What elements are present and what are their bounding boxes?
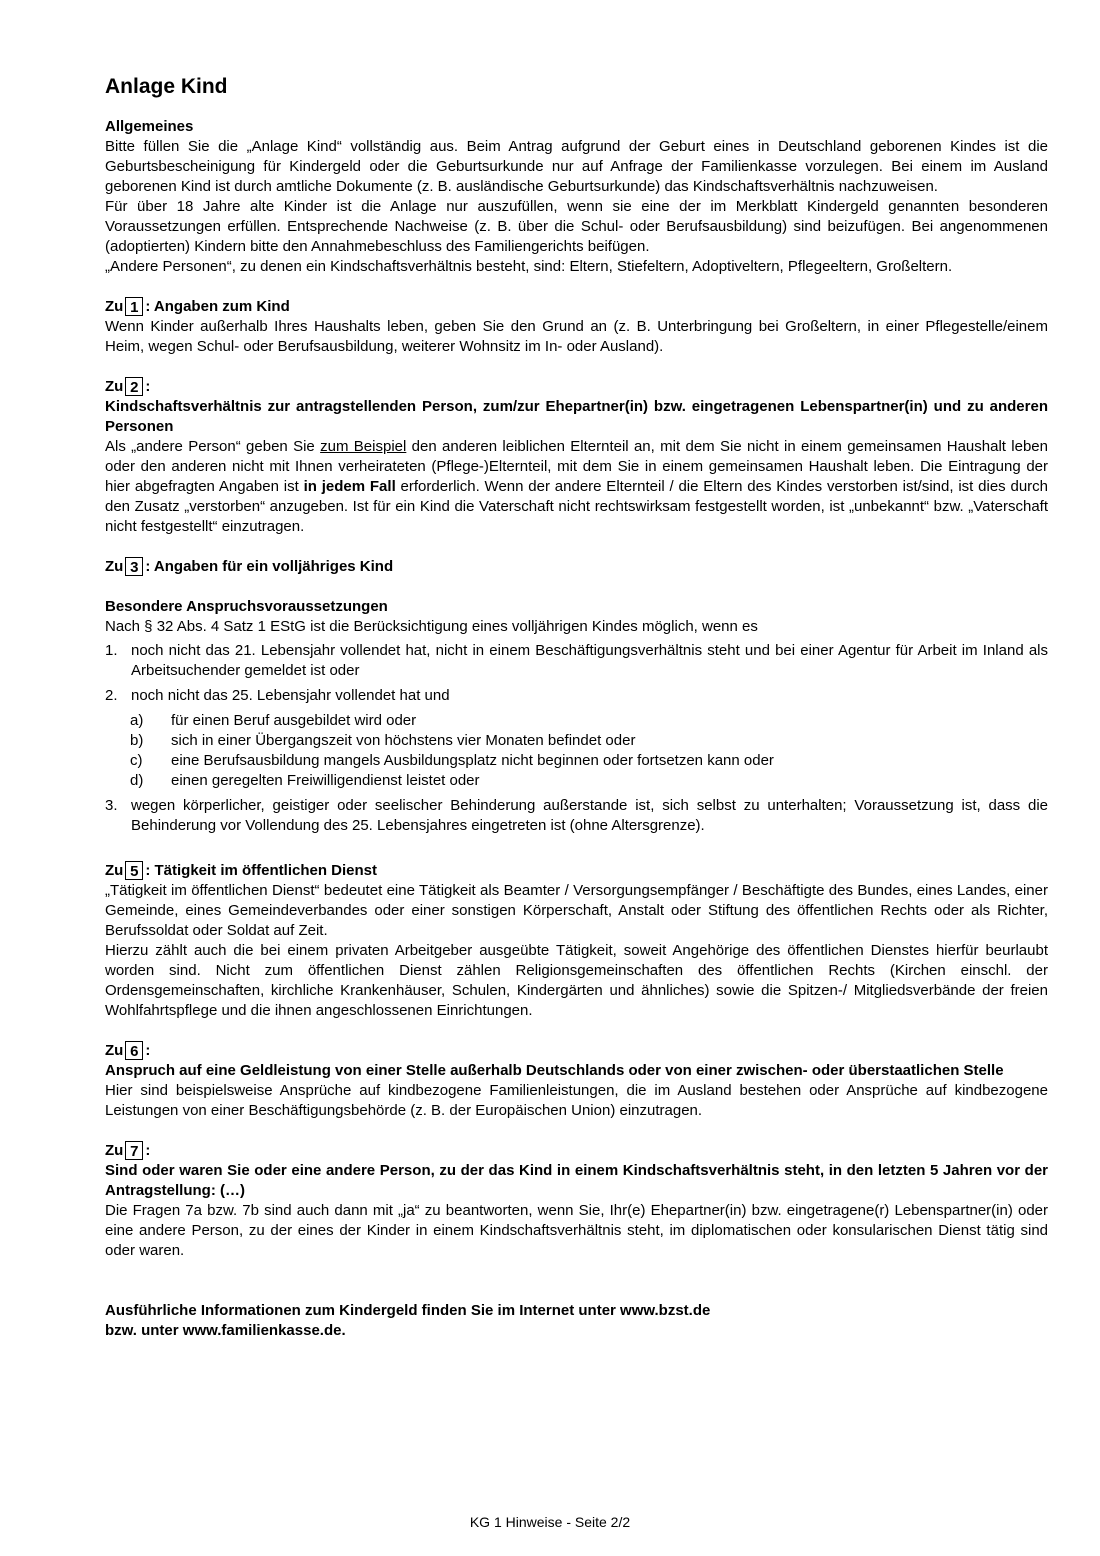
section-title: Anspruch auf eine Geldleistung von einer Stelle außerhalb Deutschlands oder von einer zwischen- oder überstaatlichen Stelle [105, 1062, 1004, 1079]
section-3 [105, 557, 1048, 836]
list-text: eine Berufsausbildung mangels Ausbildungsplatz nicht beginnen oder fortsetzen kann oder [171, 752, 774, 769]
paragraph: Nach § 32 Abs. 4 Satz 1 EStG ist die Berücksichtigung eines volljährigen Kindes möglich, wenn es [105, 618, 758, 635]
list-item [105, 796, 1048, 836]
condition-list [105, 641, 1048, 706]
sub-list-item [130, 711, 1048, 731]
paragraph: „Tätigkeit im öffentlichen Dienst“ bedeutet eine Tätigkeit als Beamter / Versorgungsempfänger / Beschäftigte des Bundes, eines Landes, einer Gemeinde, eines Gemeindeverbandes oder einer sonstigen Körperschaft, Anstalt oder Stiftung des öffentlichen Rechts oder als Richter, Berufssoldat oder Soldat auf Zeit. [105, 882, 1048, 939]
zu-label: Zu [105, 862, 124, 879]
paragraph: Bitte füllen Sie die „Anlage Kind“ vollständig aus. Beim Antrag aufgrund der Geburt eines in Deutschland geborenen Kindes ist die Geburtsbescheinigung für Kindergeld oder die Geburtsurkunde nur auf Anfrage der Familienkasse vorzulegen. Bei einem im Ausland geborenen Kind ist durch amtliche Dokumente (z. B. ausländische Geburtsurkunde) das Kindschaftsverhältnis nachzuweisen. [105, 138, 1048, 195]
list-item [105, 686, 1048, 706]
zu-label: Zu [105, 1142, 124, 1159]
info-line: Ausführliche Informationen zum Kindergeld finden Sie im Internet unter www.bzst.de [105, 1302, 711, 1319]
condition-list-continued [105, 796, 1048, 836]
list-text: wegen körperlicher, geistiger oder seelischer Behinderung außerstande ist, sich selbst zu unterhalten; Voraussetzung ist, dass die Behinderung vor Vollendung des 25. Lebensjahres eingetreten ist (ohne Altersgrenze). [131, 797, 1048, 834]
section-2 [105, 377, 1048, 537]
text-run: erforderlich. Wenn der andere Elternteil / die Eltern des Kindes verstorben ist/sind, ist dies durch den Zusatz „verstorben“ anzugeben. Ist für ein Kind die Vaterschaft nicht rechtswirksam festgestellt worden, ist „unbekannt“ bzw. „Vaterschaft nicht festgestellt“ einzutragen. [105, 478, 1049, 535]
section-number-box: 7 [125, 1141, 143, 1160]
section-7 [105, 1141, 1048, 1261]
sub-condition-list [130, 711, 1048, 791]
zu-label: Zu [105, 1042, 124, 1059]
section-heading [105, 377, 1048, 397]
section-title: : Tätigkeit im öffentlichen Dienst [145, 862, 378, 879]
colon: : [145, 1142, 151, 1159]
list-letter: c) [130, 752, 143, 769]
section-number-box: 3 [125, 557, 143, 576]
section-number-box: 2 [125, 377, 143, 396]
paragraph: Für über 18 Jahre alte Kinder ist die Anlage nur auszufüllen, wenn sie eine der im Merkblatt Kindergeld genannten besonderen Voraussetzungen erfüllen. Entsprechende Nachweise (z. B. über die Schul- oder Berufsausbildung) sind beizufügen. Bei angenommenen (adoptierten) Kindern bitte den Annahmebeschluss des Familiengerichts beifügen. [105, 198, 1048, 255]
section-number-box: 5 [125, 861, 143, 880]
text-run: den anderen leiblichen Elternteil an, mit dem Sie nicht in einem gemeinsamen Haushalt leben oder den anderen nicht mit Ihnen verheirateten (Pflege-)Elternteil, mit dem Sie in einem gemeinsamen Haushalt leben. Die Eintragung der hier abgefragten Angaben ist [105, 438, 1048, 495]
paragraph: Hier sind beispielsweise Ansprüche auf kindbezogene Familienleistungen, die im Ausland bestehen oder Ansprüche auf kindbezogene Leistungen von einer Beschäftigungsbehörde (z. B. der Europäischen Union) einzutragen. [105, 1082, 1048, 1119]
colon: : [145, 378, 151, 395]
list-letter: a) [130, 712, 144, 729]
section-1 [105, 297, 1048, 357]
section-title: Kindschaftsverhältnis zur antragstellenden Person, zum/zur Ehepartner(in) bzw. eingetragenen Lebenspartner(in) und zu anderen Personen [105, 398, 1048, 435]
list-text: für einen Beruf ausgebildet wird oder [171, 712, 417, 729]
list-text: sich in einer Übergangszeit von höchstens vier Monaten befindet oder [171, 732, 636, 749]
sub-list-item [130, 731, 1048, 751]
section-number-box: 1 [125, 297, 143, 316]
list-text: einen geregelten Freiwilligendienst leistet oder [171, 772, 480, 789]
list-text: noch nicht das 21. Lebensjahr vollendet hat, nicht in einem Beschäftigungsverhältnis steht und bei einer Agentur für Arbeit im Inland als Arbeitsuchender gemeldet ist oder [131, 642, 1048, 679]
document-page [105, 74, 1048, 1341]
list-letter: b) [130, 732, 144, 749]
bold-text: in jedem Fall [303, 478, 396, 495]
underlined-text: zum Beispiel [320, 438, 407, 455]
text-run: Als „andere Person“ geben Sie [105, 438, 321, 455]
paragraph: „Andere Personen“, zu denen ein Kindschaftsverhältnis besteht, sind: Eltern, Stiefeltern, Adoptiveltern, Pflegeeltern, Großeltern. [105, 258, 953, 275]
section-allgemeines [105, 117, 1048, 277]
page-title: Anlage Kind [105, 75, 228, 98]
list-number: 2. [105, 687, 118, 704]
section-title: Sind oder waren Sie oder eine andere Person, zu der das Kind in einem Kindschaftsverhältnis steht, in den letzten 5 Jahren vor der Antragstellung: (…) [105, 1162, 1048, 1199]
page-footer: KG 1 Hinweise - Seite 2/2 [469, 1514, 631, 1530]
list-text: noch nicht das 25. Lebensjahr vollendet hat und [131, 687, 450, 704]
section-title: : Angaben für ein volljähriges Kind [145, 558, 394, 575]
list-letter: d) [130, 772, 144, 789]
section-heading [105, 297, 1048, 317]
section-heading [105, 1141, 1048, 1161]
zu-label: Zu [105, 298, 124, 315]
section-number-box: 6 [125, 1041, 143, 1060]
colon: : [145, 1042, 151, 1059]
section-heading [105, 557, 1048, 577]
list-number: 3. [105, 797, 118, 814]
info-block [105, 1301, 1048, 1341]
sub-list-item [130, 751, 1048, 771]
paragraph: Wenn Kinder außerhalb Ihres Haushalts leben, geben Sie den Grund an (z. B. Unterbringung bei Großeltern, in einer Pflegestelle/einem Heim, wegen Schul- oder Berufsausbildung, weiterer Wohnsitz im In- oder Ausland). [105, 318, 1048, 355]
paragraph [105, 437, 1048, 537]
section-title: : Angaben zum Kind [145, 298, 290, 315]
section-heading: Allgemeines [105, 118, 194, 135]
sub-list-item [130, 771, 1048, 791]
list-item [105, 641, 1048, 681]
section-6 [105, 1041, 1048, 1121]
zu-label: Zu [105, 558, 124, 575]
section-5 [105, 861, 1048, 1021]
info-line: bzw. unter www.familienkasse.de. [105, 1322, 346, 1339]
paragraph: Hierzu zählt auch die bei einem privaten Arbeitgeber ausgeübte Tätigkeit, soweit Angehörige des öffentlichen Dienstes hierfür beurlaubt worden sind. Nicht zum öffentlichen Dienst zählen Religionsgemeinschaften des öffentlichen Rechts (Kirchen einschl. der Ordensgemeinschaften, kirchliche Krankenhäuser, Schulen, Kindergärten und ähnliches) sowie die Spitzen-/ Mitgliedsverbände der freien Wohlfahrtspflege und die ihnen angeschlossenen Einrichtungen. [105, 942, 1048, 1019]
list-number: 1. [105, 642, 118, 659]
sub-heading: Besondere Anspruchsvoraussetzungen [105, 598, 388, 615]
section-heading [105, 861, 1048, 881]
section-heading [105, 1041, 1048, 1061]
zu-label: Zu [105, 378, 124, 395]
paragraph: Die Fragen 7a bzw. 7b sind auch dann mit „ja“ zu beantworten, wenn Sie, Ihr(e) Ehepartner(in) bzw. eingetragene(r) Lebenspartner(in) oder eine andere Person, zu der eines der Kinder in einem Kindschaftsverhältnis steht, im diplomatischen oder konsularischen Dienst tätig sind oder waren. [105, 1202, 1048, 1259]
